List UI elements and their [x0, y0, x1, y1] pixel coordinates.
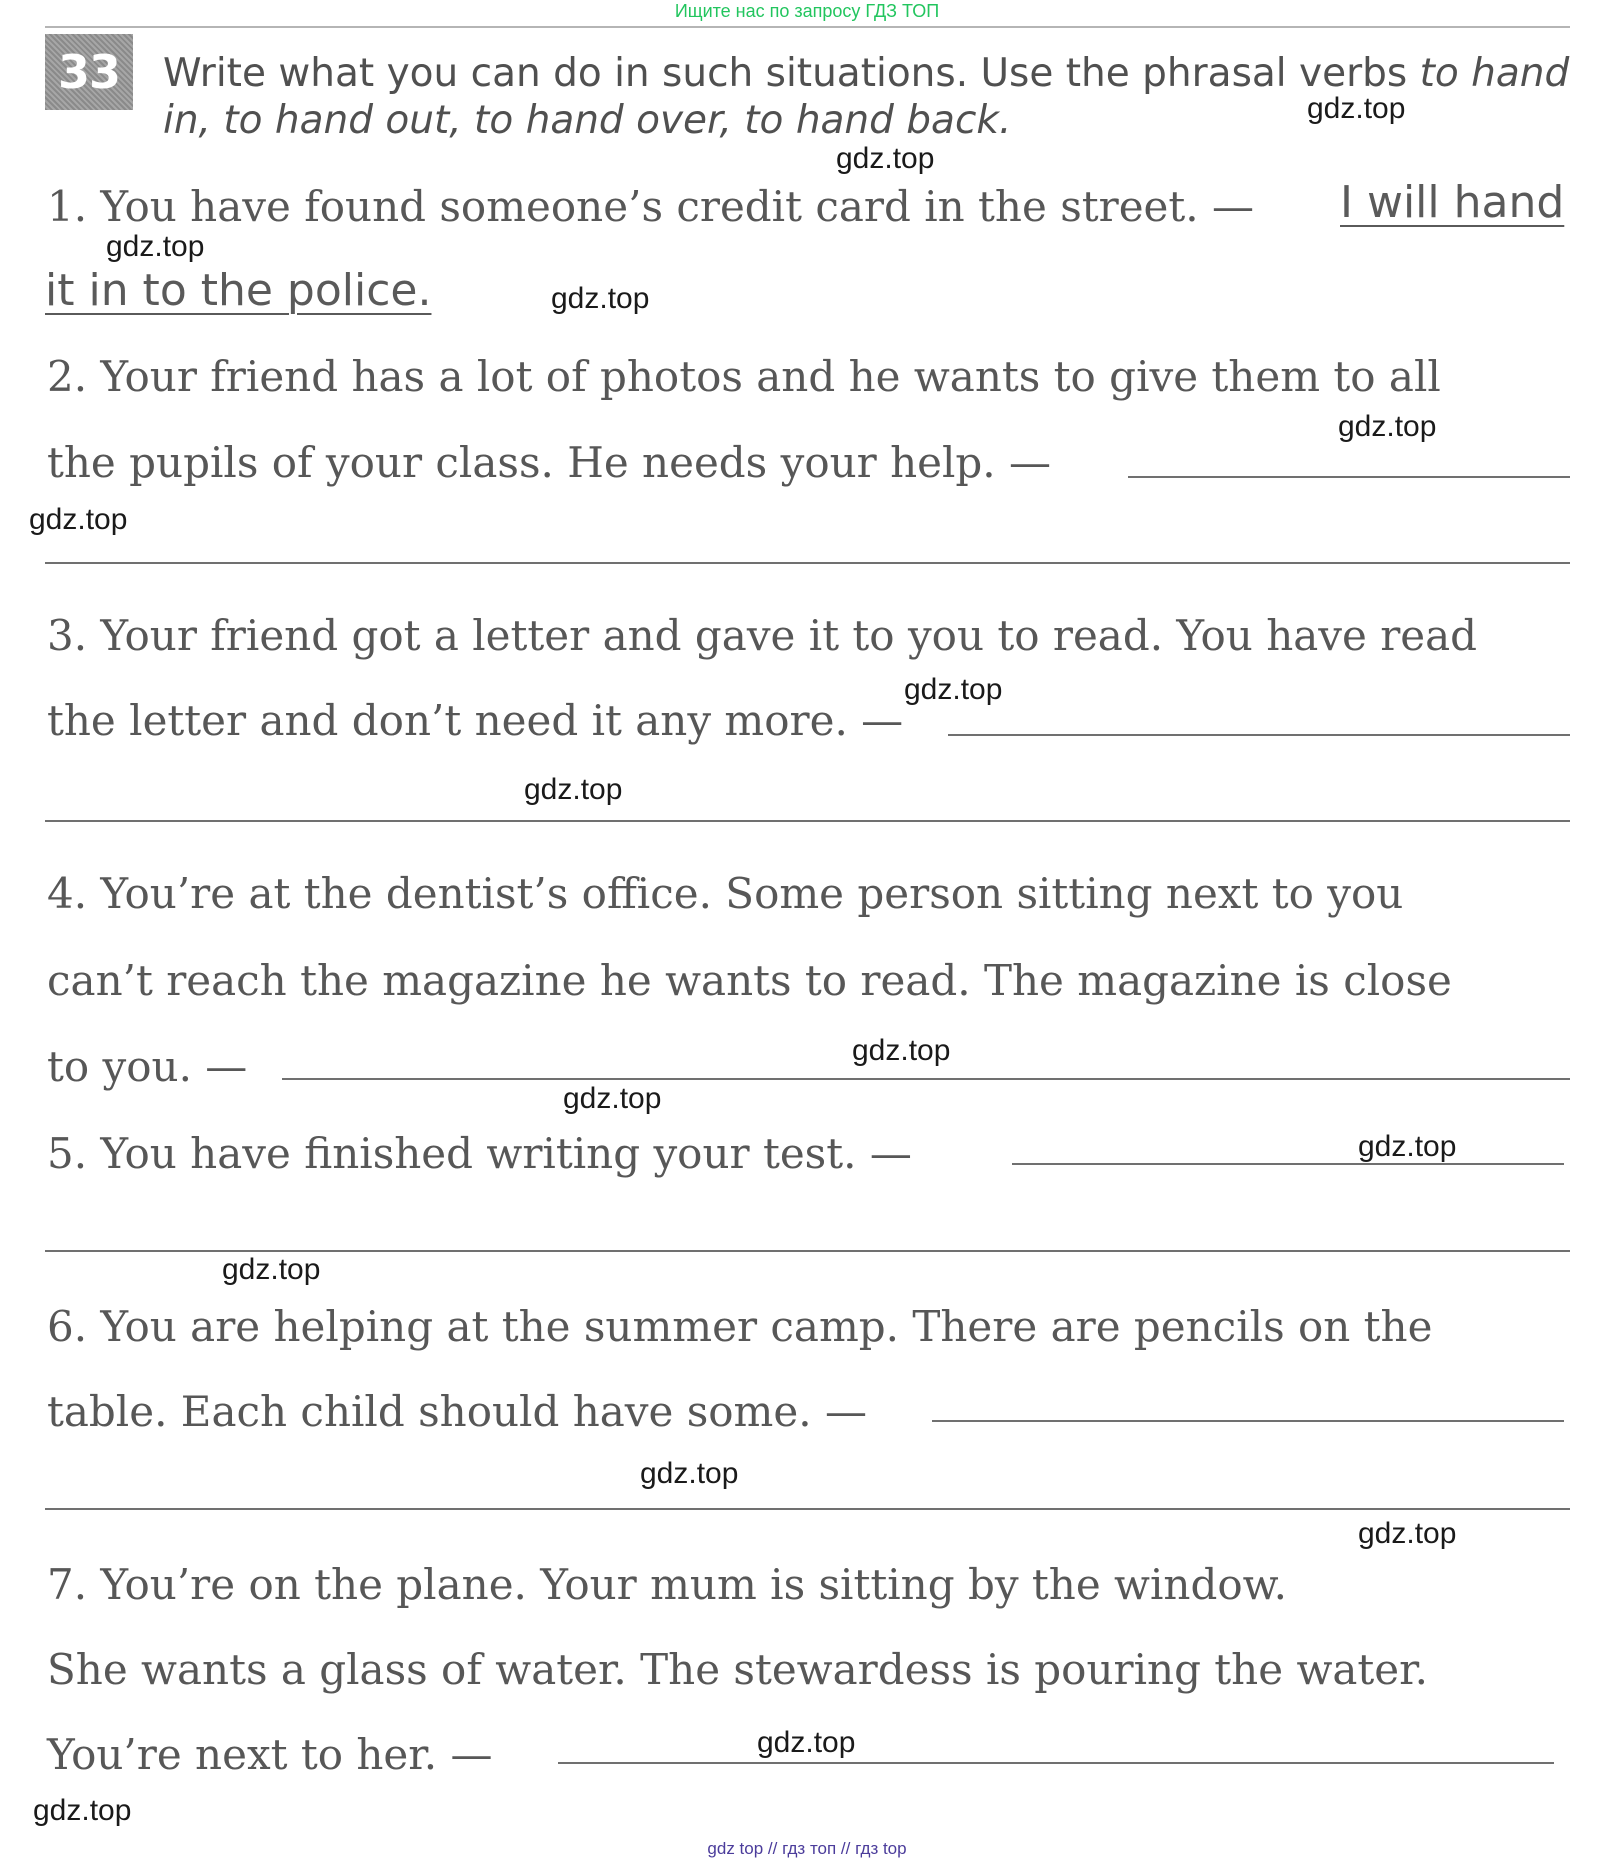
search-banner[interactable]: Ищите нас по запросу ГДЗ ТОП: [674, 1, 940, 21]
item-5-blank-2[interactable]: [45, 1250, 1570, 1252]
watermark: gdz.top: [524, 773, 623, 806]
item-3-blank-1[interactable]: [948, 734, 1570, 736]
item-4-blank-1[interactable]: [282, 1078, 1570, 1080]
item-7-line-2: She wants a glass of water. The stewardess is pouring the water.: [47, 1645, 1428, 1694]
watermark: gdz.top: [836, 142, 935, 175]
item-6-line-1: 6. You are helping at the summer camp. There are pencils on the: [47, 1302, 1433, 1351]
item-3-line-2: the letter and don’t need it any more. —: [47, 696, 904, 745]
watermark: gdz.top: [1358, 1130, 1457, 1163]
item-1-answer-part-2: it in to the police.: [45, 265, 432, 316]
item-7-blank-1[interactable]: [558, 1762, 1554, 1764]
watermark: gdz.top: [29, 503, 128, 536]
watermark: gdz.top: [33, 1794, 132, 1827]
footer-links[interactable]: gdz top // гдз топ // гдз top: [707, 1839, 907, 1858]
item-6-line-2: table. Each child should have some. —: [47, 1387, 867, 1436]
watermark: gdz.top: [1338, 410, 1437, 443]
watermark: gdz.top: [222, 1253, 321, 1286]
task-verbs-1: to hand: [1419, 51, 1570, 96]
watermark: gdz.top: [852, 1034, 951, 1067]
item-4-line-2: can’t reach the magazine he wants to read. The magazine is close: [47, 956, 1452, 1005]
watermark: gdz.top: [551, 282, 650, 315]
item-4-line-3: to you. —: [47, 1042, 248, 1091]
watermark: gdz.top: [563, 1082, 662, 1115]
top-rule: [45, 26, 1570, 28]
item-1-answer-part-1: I will hand: [1340, 177, 1565, 228]
item-6-blank-1[interactable]: [932, 1420, 1564, 1422]
exercise-number-badge: 33: [45, 34, 133, 110]
item-7-line-1: 7. You’re on the plane. Your mum is sitting by the window.: [47, 1560, 1287, 1609]
task-verbs-2: in, to hand out, to hand over, to hand back.: [163, 98, 1012, 143]
item-2-line-2: the pupils of your class. He needs your help. —: [47, 438, 1052, 487]
watermark: gdz.top: [640, 1457, 739, 1490]
watermark: gdz.top: [757, 1726, 856, 1759]
watermark: gdz.top: [904, 673, 1003, 706]
item-5-blank-1[interactable]: [1012, 1163, 1564, 1165]
item-2-line-1: 2. Your friend has a lot of photos and he wants to give them to all: [47, 352, 1441, 401]
item-3-blank-2[interactable]: [45, 820, 1570, 822]
item-2-blank-2[interactable]: [45, 562, 1570, 564]
task-text: Write what you can do in such situations. Use the phrasal verbs: [163, 51, 1420, 96]
watermark: gdz.top: [1307, 92, 1406, 125]
watermark: gdz.top: [1358, 1517, 1457, 1550]
item-1-line-1: 1. You have found someone’s credit card in the street. —: [47, 182, 1254, 231]
item-2-blank-1[interactable]: [1128, 476, 1570, 478]
item-6-blank-2[interactable]: [45, 1508, 1570, 1510]
item-7-line-3: You’re next to her. —: [47, 1730, 493, 1779]
item-4-line-1: 4. You’re at the dentist’s office. Some person sitting next to you: [47, 869, 1404, 918]
item-3-line-1: 3. Your friend got a letter and gave it to you to read. You have read: [47, 611, 1478, 660]
item-5-line-1: 5. You have finished writing your test. —: [47, 1129, 912, 1178]
watermark: gdz.top: [106, 230, 205, 263]
